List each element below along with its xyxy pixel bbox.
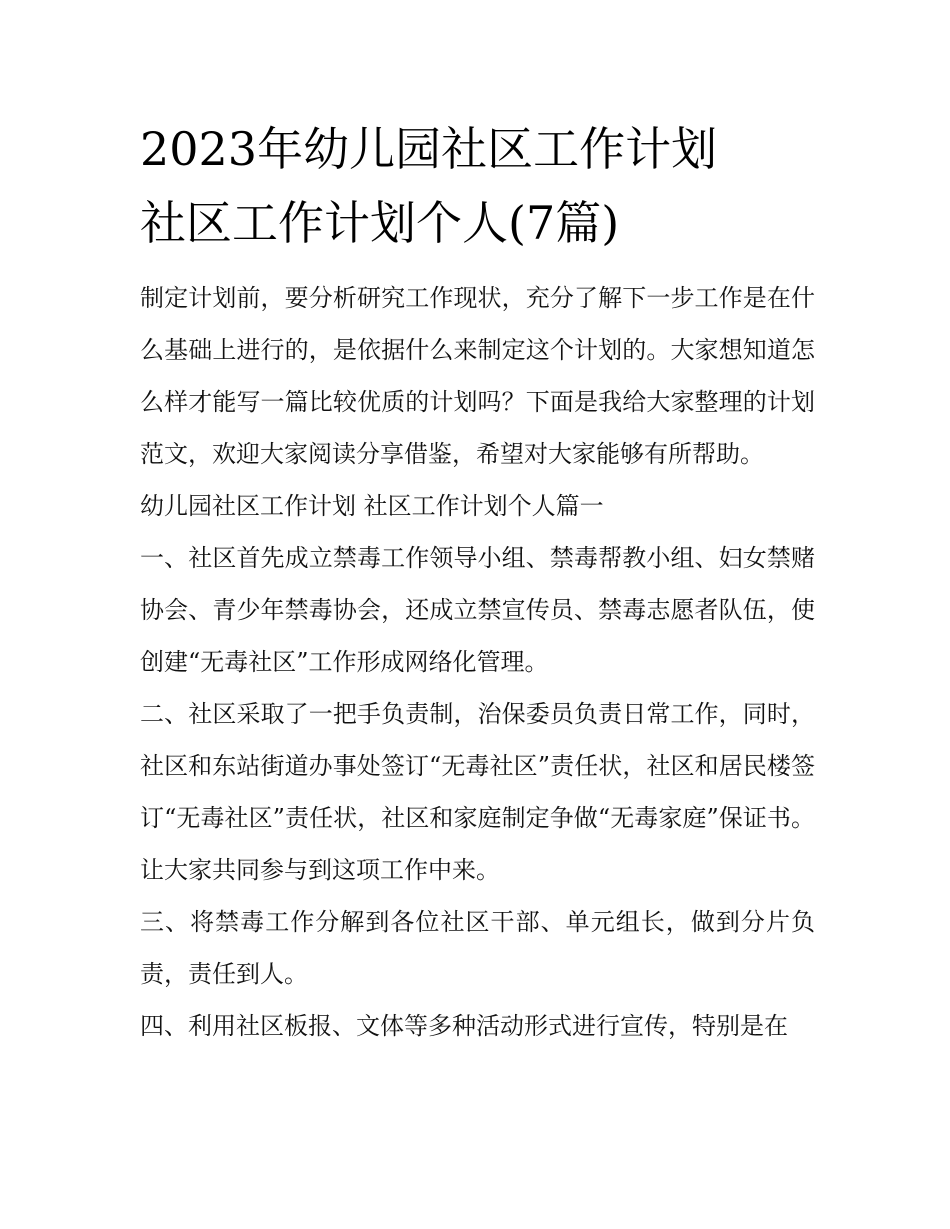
document-body (140, 272, 815, 1052)
intro-paragraph: 制定计划前，要分析研究工作现状，充分了解下一步工作是在什么基础上进行的，是依据什么来制定这个计划的。大家想知道怎么样才能写一篇比较优质的计划吗？下面是我给大家整理的计划范文，欢迎大家阅读分享借鉴，希望对大家能够有所帮助。 (140, 284, 815, 468)
document-page (140, 112, 815, 1052)
body-paragraph: 三、将禁毒工作分解到各位社区干部、单元组长，做到分片负责，责任到人。 (140, 908, 815, 988)
title-line-1: 2023年幼儿园社区工作计划 (140, 122, 718, 176)
section-heading: 幼儿园社区工作计划 社区工作计划个人篇一 (140, 492, 604, 520)
title-line-2: 社区工作计划个人(7篇) (140, 196, 620, 250)
body-paragraph: 一、社区首先成立禁毒工作领导小组、禁毒帮教小组、妇女禁赌协会、青少年禁毒协会，还成立禁宣传员、禁毒志愿者队伍，使创建“无毒社区”工作形成网络化管理。 (140, 544, 815, 676)
document-title (140, 112, 815, 260)
body-paragraph: 四、利用社区板报、文体等多种活动形式进行宣传，特别是在 (140, 1012, 788, 1040)
body-paragraph: 二、社区采取了一把手负责制，治保委员负责日常工作，同时，社区和东站街道办事处签订“无毒社区”责任状，社区和居民楼签订“无毒社区”责任状，社区和家庭制定争做“无毒家庭”保证书。让大家共同参与到这项工作中来。 (140, 700, 815, 884)
